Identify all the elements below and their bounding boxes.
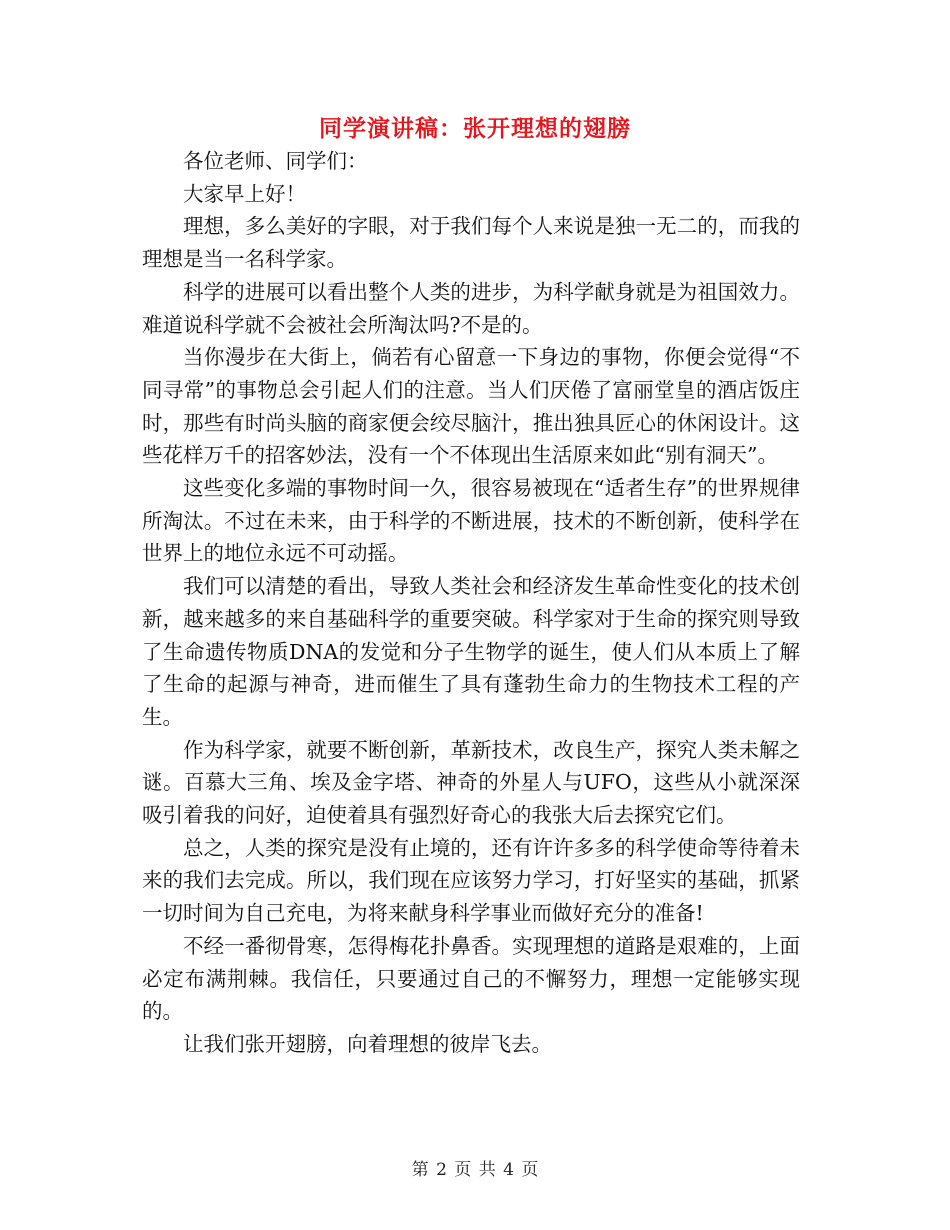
paragraph-closing: 让我们张开翅膀，向着理想的彼岸飞去。 <box>183 1031 552 1056</box>
paragraph-greeting: 大家早上好！ <box>183 181 306 206</box>
paragraph-2: 科学的进展可以看出整个人类的进步，为科学献身就是为祖国效力。难道说科学就不会被社会所淘汰吗?不是的。 <box>142 279 800 337</box>
paragraph-5: 我们可以清楚的看出，导致人类社会和经济发生革命性变化的技术创新，越来越多的来自基础科学的重要突破。科学家对于生命的探究则导致了生命遗传物质DNA的发觉和分子生物学的诞生，使人们从本质上了解了生命的起源与神奇，进而催生了具有蓬勃生命力的生物技术工程的产生。 <box>142 574 800 729</box>
paragraph-8: 不经一番彻骨寒，怎得梅花扑鼻香。实现理想的道路是艰难的，上面必定布满荆棘。我信任，只要通过自己的不懈努力，理想一定能够实现的。 <box>142 933 800 1024</box>
paragraph-7: 总之，人类的探究是没有止境的，还有许许多多的科学使命等待着未来的我们去完成。所以，我们现在应该努力学习，打好坚实的基础，抓紧一切时间为自己充电，为将来献身科学事业而做好充分的准备! <box>142 835 800 926</box>
paragraph-salutation: 各位老师、同学们： <box>183 149 368 173</box>
document-title: 同学演讲稿：张开理想的翅膀 <box>319 115 631 142</box>
paragraph-4: 这些变化多端的事物时间一久，很容易被现在“适者生存”的世界规律所淘汰。不过在未来，由于科学的不断进展，技术的不断创新，使科学在世界上的地位永远不可动摇。 <box>142 476 800 566</box>
paragraph-3: 当你漫步在大街上，倘若有心留意一下身边的事物，你便会觉得“不同寻常”的事物总会引起人们的注意。当人们厌倦了富丽堂皇的酒店饭庄时，那些有时尚头脑的商家便会绞尽脑汁，推出独具匠心的休闲设计。这些花样万千的招客妙法，没有一个不体现出生活原来如此“别有洞天”。 <box>142 345 800 468</box>
document-body <box>142 145 800 1061</box>
paragraph-1: 理想，多么美好的字眼，对于我们每个人来说是独一无二的，而我的理想是当一名科学家。 <box>142 214 800 272</box>
paragraph-6: 作为科学家，就要不断创新，革新技术，改良生产，探究人类未解之谜。百慕大三角、埃及金字塔、神奇的外星人与UFO，这些从小就深深吸引着我的问好，迫使着具有强烈好奇心的我张大后去探究它们。 <box>142 737 800 828</box>
page-number-footer: 第 2 页 共 4 页 <box>411 1160 539 1180</box>
